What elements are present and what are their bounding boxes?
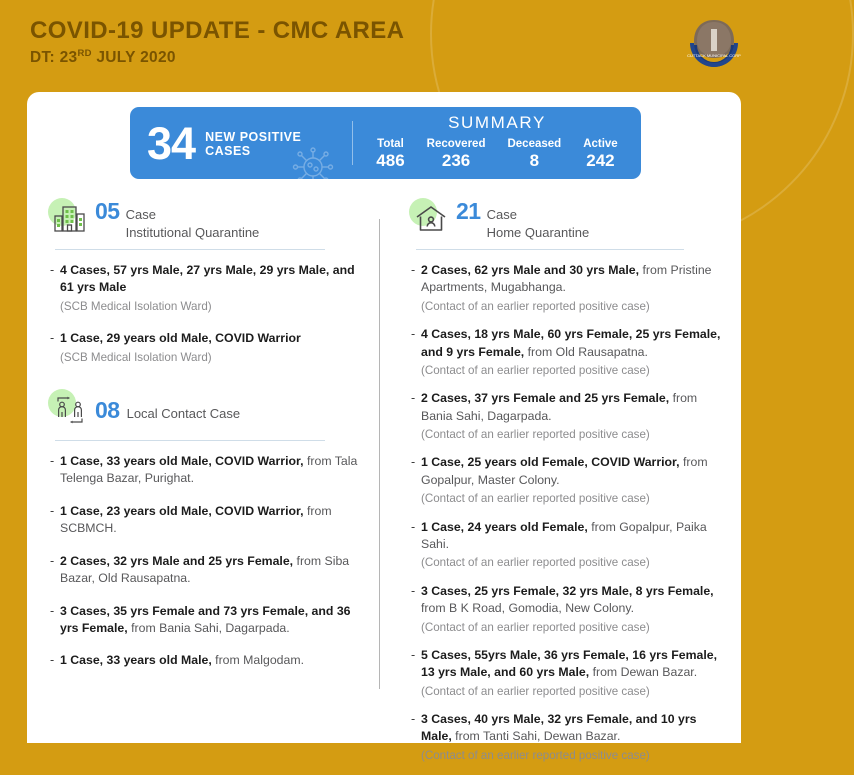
cuttack-municipal-corporation-logo-icon [684, 12, 744, 72]
stat-active-label: Active [583, 137, 618, 150]
case-bold-text: 1 Case, 24 years old Female, [421, 519, 588, 534]
home-quarantine-rule [416, 249, 684, 250]
case-bold-text: 2 Cases, 37 yrs Female and 25 yrs Female, [421, 391, 670, 406]
bullet-dash: - [411, 583, 416, 598]
institutional-rule [55, 249, 325, 250]
svg-text:CUTTACK MUNICIPAL CORP: CUTTACK MUNICIPAL CORP [687, 53, 741, 58]
stat-recovered-label: Recovered [426, 137, 486, 150]
case-text [421, 390, 726, 425]
case-note: (Contact of an earlier reported positive case) [421, 748, 650, 762]
case-bold-text: 4 Cases, 18 yrs Male, 60 yrs Female, 25 yrs Female, and 9 yrs Female, [421, 327, 721, 359]
list-item [47, 262, 367, 315]
bullet-dash: - [411, 455, 416, 470]
case-body [60, 453, 367, 488]
stat-deceased-label: Deceased [507, 137, 562, 150]
bullet-dash: - [411, 263, 416, 277]
case-note: (SCB Medical Isolation Ward) [60, 350, 212, 364]
institutional-case-list [47, 262, 367, 366]
case-text [421, 326, 726, 361]
new-cases-label-line1: NEW POSITIVE [205, 129, 302, 144]
case-note: (Contact of an earlier reported positive case) [421, 556, 650, 570]
list-item [408, 583, 726, 636]
stat-active [583, 137, 618, 172]
case-body [60, 262, 367, 315]
home-quarantine-title [456, 198, 589, 242]
case-bold-text: 3 Cases, 40 yrs Male, 32 yrs Female, and 10 yrs Male, [421, 711, 697, 744]
local-contact-case-list [47, 453, 367, 670]
bullet-dash: - [50, 553, 55, 568]
bullet-dash: - [411, 391, 416, 406]
home-quarantine-case-list [408, 262, 726, 764]
home-quarantine-case-count: 21 [456, 198, 481, 224]
local-contact-title [95, 397, 240, 424]
list-item [408, 262, 726, 315]
home-quarantine-label-wrap [487, 206, 590, 242]
institutional-label-type: Institutional Quarantine [125, 225, 260, 240]
case-body [60, 503, 367, 538]
local-contact-header [47, 388, 367, 434]
new-cases-label-line2: CASES [205, 144, 251, 158]
bullet-dash: - [50, 503, 55, 518]
case-rest-text: from Pristine Apartments, Mugabhanga. [421, 263, 712, 295]
case-body [421, 262, 726, 315]
stat-recovered [427, 137, 486, 172]
case-note: (Contact of an earlier reported positive case) [421, 364, 650, 378]
case-rest-text: from Gopalpur, Master Colony. [421, 455, 708, 487]
case-text [421, 647, 726, 682]
case-bold-text: 1 Case, 33 years old Male, [60, 653, 212, 668]
section-home-quarantine [408, 197, 726, 764]
case-note: (Contact of an earlier reported positive case) [421, 492, 650, 506]
case-note: (Contact of an earlier reported positive case) [421, 684, 650, 698]
case-rest-text: from Tanti Sahi, Dewan Bazar. [451, 729, 621, 744]
case-text [421, 454, 726, 489]
case-body [421, 326, 726, 379]
case-rest-text: from Old Rausapatna. [524, 344, 648, 359]
two-people-contact-icon [47, 388, 95, 434]
bullet-dash: - [50, 653, 55, 668]
list-item [408, 390, 726, 443]
date-suffix: JULY 2020 [91, 49, 176, 67]
stat-deceased [507, 137, 561, 172]
local-contact-case-count: 08 [95, 397, 120, 424]
date-ordinal-suffix: RD [77, 48, 92, 60]
page-title: COVID-19 UPDATE - CMC AREA [30, 17, 405, 44]
column-divider [379, 219, 380, 689]
case-rest-text: from Tala Telenga Bazar, Purighat. [60, 453, 358, 486]
header-text-block [30, 18, 404, 67]
case-body [421, 454, 726, 507]
bullet-dash: - [411, 647, 416, 662]
case-rest-text: from Malgodam. [211, 653, 305, 668]
case-bold-text: 1 Case, 25 years old Female, COVID Warrior, [421, 455, 680, 470]
case-text [60, 553, 367, 588]
case-text [421, 519, 726, 554]
list-item [47, 503, 367, 538]
case-bold-text: 1 Case, 23 years old Male, COVID Warrior, [60, 503, 304, 518]
case-text [421, 711, 726, 746]
new-cases-block [130, 107, 352, 179]
local-contact-label: Local Contact Case [126, 406, 241, 422]
summary-stats-row [376, 137, 617, 172]
stat-total [376, 137, 404, 172]
coronavirus-icon [290, 145, 336, 185]
home-person-icon [408, 197, 456, 243]
case-bold-text: 2 Cases, 32 yrs Male and 25 yrs Female, [60, 553, 294, 568]
content-columns [27, 197, 741, 762]
case-rest-text: from Bania Sahi, Dagarpada. [421, 391, 698, 423]
institutional-quarantine-title [95, 198, 259, 242]
case-text [60, 503, 367, 538]
bullet-dash: - [411, 519, 416, 534]
case-text [60, 330, 367, 347]
stat-total-value: 486 [376, 150, 405, 170]
case-body [421, 711, 726, 764]
case-bold-text: 3 Cases, 25 yrs Female, 32 yrs Male, 8 yrs Female, [421, 583, 714, 598]
bullet-dash: - [411, 711, 416, 726]
stat-deceased-value: 8 [529, 150, 540, 170]
date-prefix: DT: 23 [30, 49, 78, 67]
home-quarantine-header [408, 197, 726, 243]
case-rest-text: from Bania Sahi, Dagarpada. [127, 620, 290, 635]
summary-block [353, 106, 641, 180]
case-note: (SCB Medical Isolation Ward) [60, 299, 212, 313]
case-rest-text: from B K Road, Gomodia, New Colony. [421, 601, 635, 616]
case-body [421, 583, 726, 636]
case-bold-text: 4 Cases, 57 yrs Male, 27 yrs Male, 29 yrs Male, and 61 yrs Male [60, 263, 355, 295]
institutional-case-count: 05 [95, 198, 120, 224]
list-item [47, 603, 367, 638]
case-bold-text: 2 Cases, 62 yrs Male and 30 yrs Male, [421, 263, 640, 277]
list-item [408, 519, 726, 572]
case-rest-text: from Dewan Bazar. [589, 665, 698, 680]
bullet-dash: - [50, 453, 55, 468]
left-column [47, 197, 367, 685]
case-bold-text: 5 Cases, 55yrs Male, 36 yrs Female, 16 yrs Female, 13 yrs Male, and 60 yrs Male, [421, 647, 718, 680]
case-body [60, 553, 367, 588]
case-note: (Contact of an earlier reported positive case) [421, 428, 650, 442]
institutional-quarantine-header [47, 197, 367, 243]
case-text [421, 262, 726, 297]
stat-recovered-value: 236 [441, 150, 471, 170]
page-header [0, 0, 768, 92]
bullet-dash: - [50, 603, 55, 618]
bullet-dash: - [411, 327, 416, 342]
institutional-label-case: Case [125, 207, 156, 222]
case-body [60, 330, 367, 366]
report-date [30, 49, 404, 66]
case-body [421, 390, 726, 443]
case-rest-text: from SCBMCH. [60, 503, 332, 536]
section-institutional-quarantine [47, 197, 367, 366]
list-item [408, 711, 726, 764]
stat-active-value: 242 [586, 150, 615, 170]
content-card [27, 92, 741, 762]
case-note: (Contact of an earlier reported positive case) [421, 299, 650, 313]
case-body [421, 647, 726, 700]
case-text [60, 603, 367, 638]
list-item [47, 453, 367, 488]
case-bold-text: 3 Cases, 35 yrs Female and 73 yrs Female, and 36 yrs Female, [60, 603, 351, 635]
home-quarantine-label-type: Home Quarantine [486, 225, 590, 240]
new-cases-count: 34 [147, 117, 196, 169]
case-text [421, 583, 726, 618]
case-bold-text: 1 Case, 29 years old Male, COVID Warrior [60, 331, 301, 346]
case-text [60, 652, 367, 669]
home-quarantine-label-case: Case [486, 207, 517, 222]
case-body [60, 603, 367, 638]
list-item [408, 454, 726, 507]
case-bold-text: 1 Case, 33 years old Male, COVID Warrior, [60, 453, 304, 468]
summary-title: SUMMARY [448, 112, 546, 132]
case-text [60, 262, 367, 297]
case-rest-text: from Gopalpur, Paika Sahi. [421, 519, 707, 551]
list-item [408, 647, 726, 700]
case-body [421, 519, 726, 572]
list-item [47, 330, 367, 366]
case-rest-text: from Siba Bazar, Old Rausapatna. [60, 553, 350, 586]
bullet-dash: - [50, 263, 55, 277]
building-icon [47, 197, 95, 243]
right-column [408, 197, 726, 775]
new-cases-label [205, 130, 301, 159]
summary-banner [130, 107, 641, 179]
case-note: (Contact of an earlier reported positive case) [421, 620, 650, 634]
local-contact-rule [55, 440, 325, 441]
case-body [60, 652, 367, 670]
institutional-label-wrap [126, 206, 260, 242]
stat-total-label: Total [377, 137, 404, 150]
list-item [408, 326, 726, 379]
case-text [60, 453, 367, 488]
bullet-dash: - [50, 331, 55, 346]
section-local-contact-case [47, 388, 367, 670]
list-item [47, 652, 367, 670]
list-item [47, 553, 367, 588]
